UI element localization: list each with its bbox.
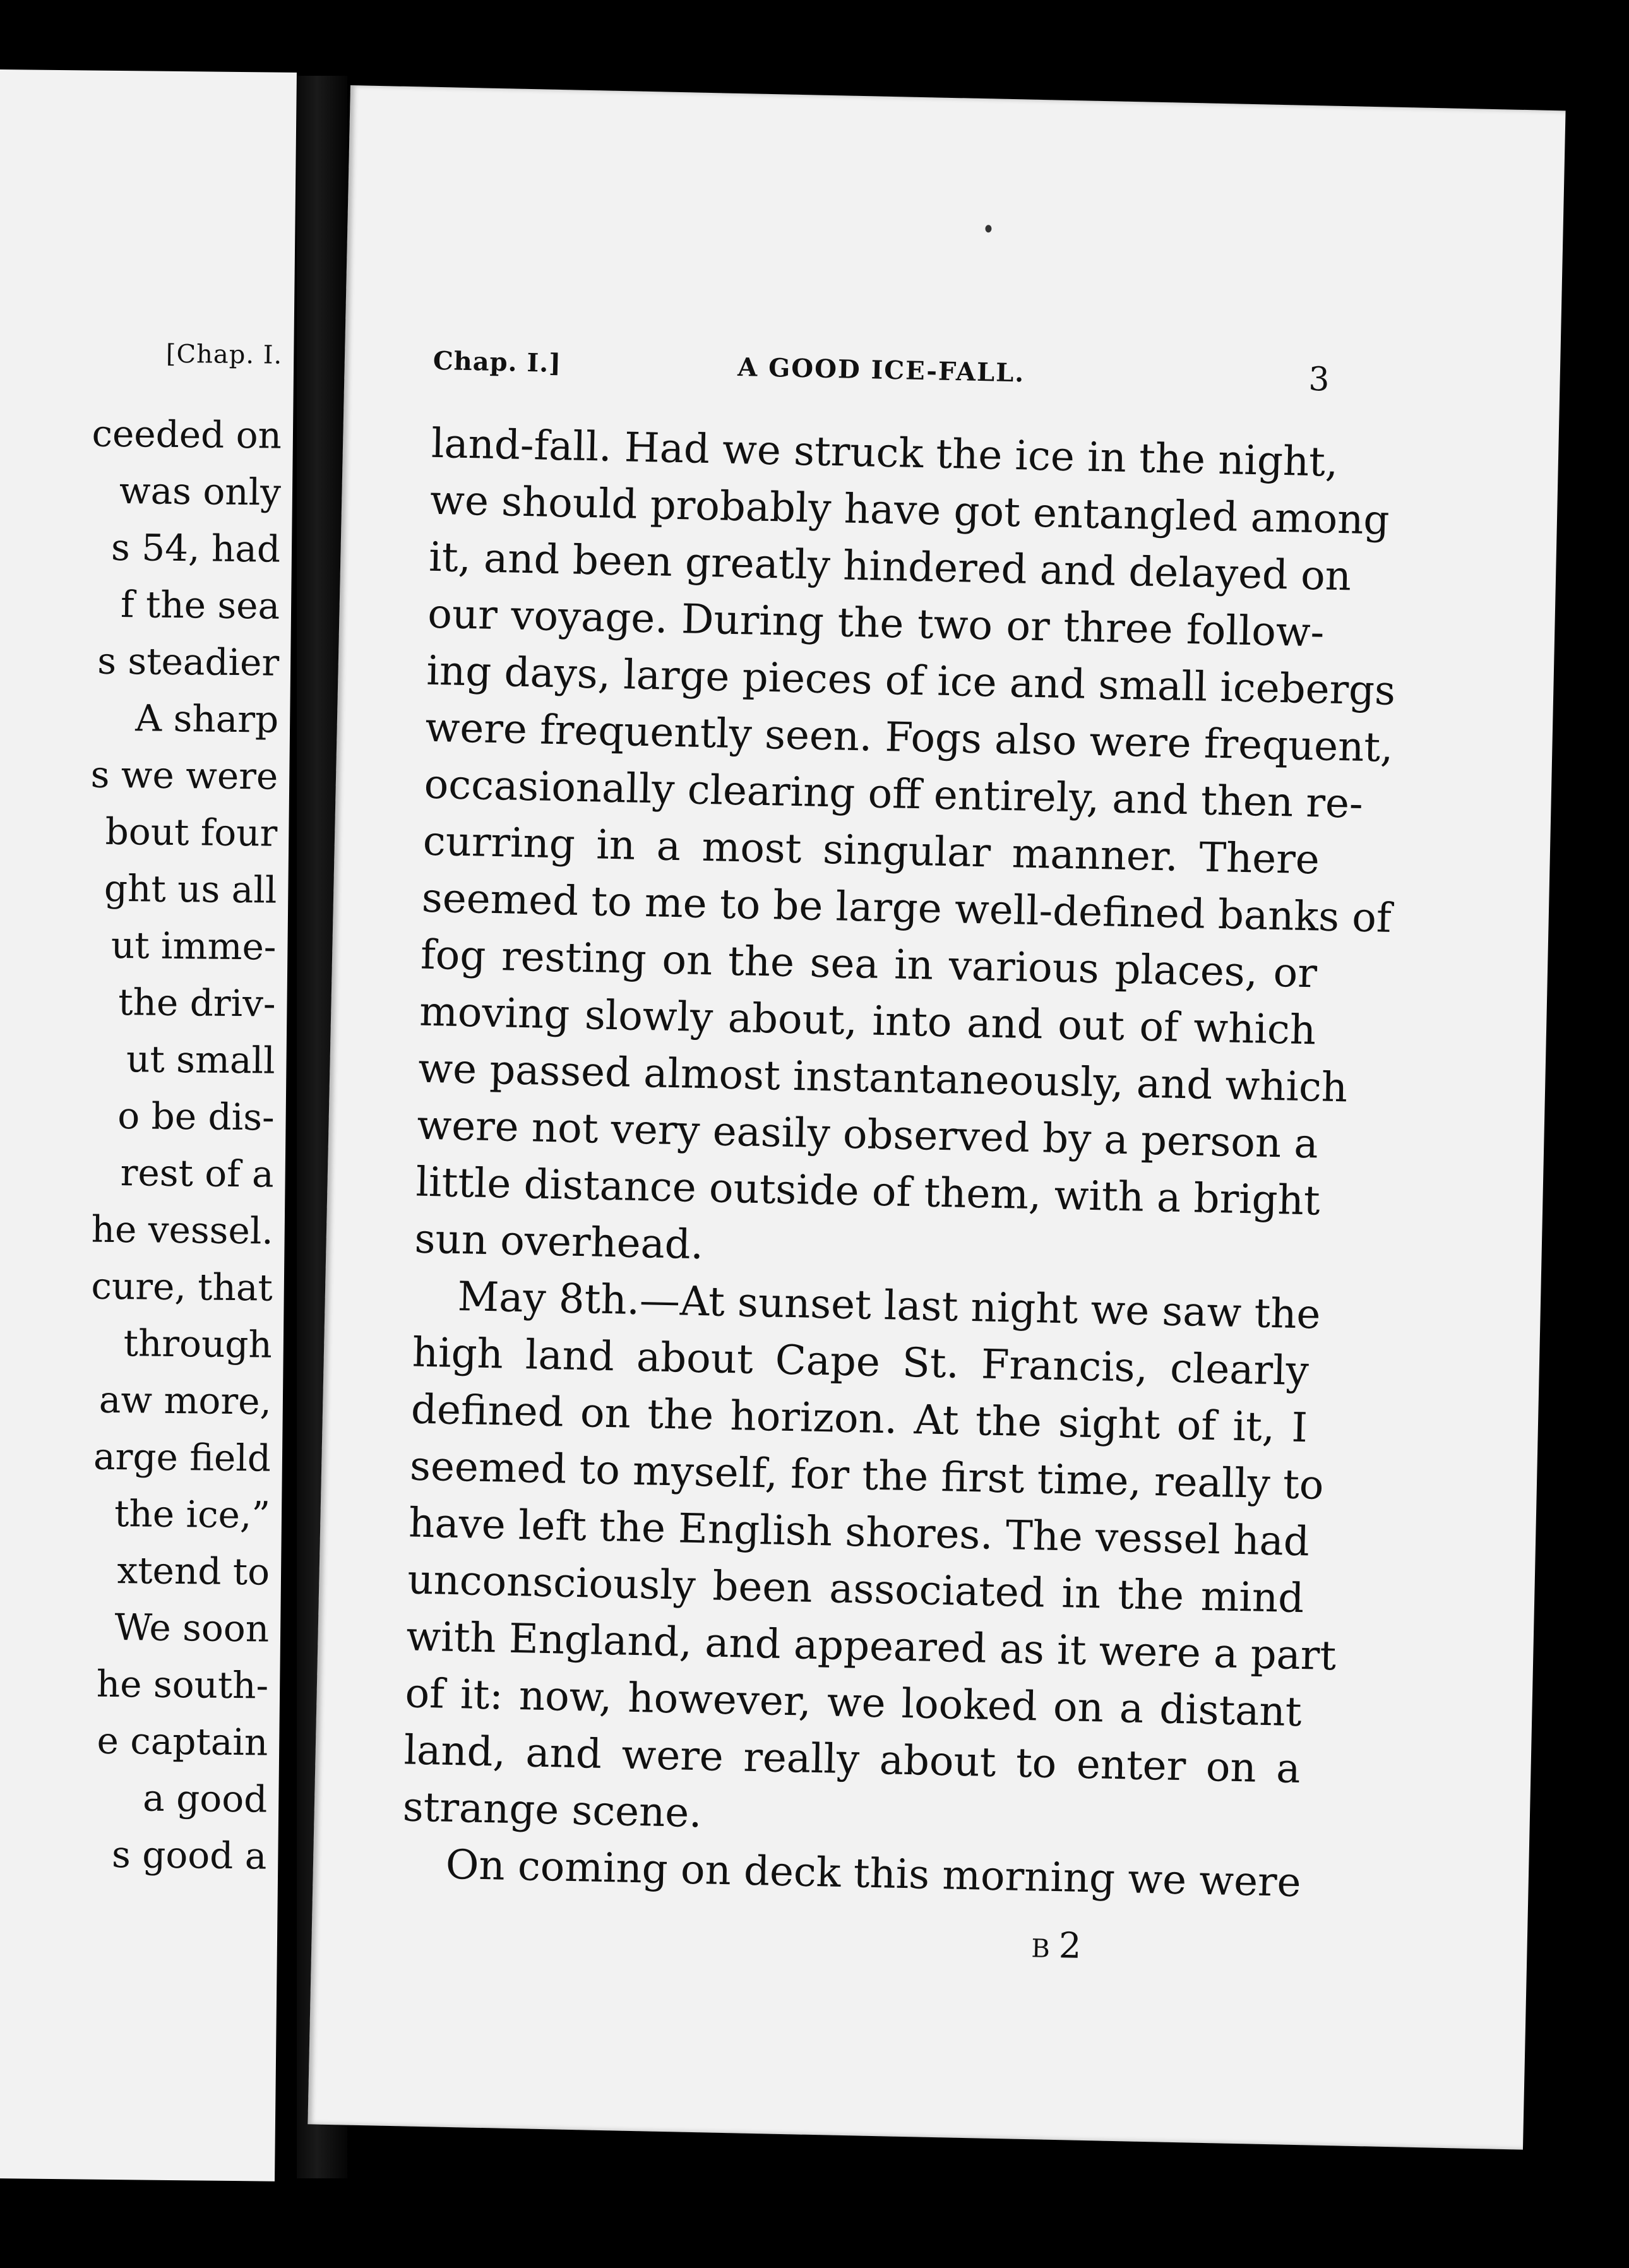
page-number: 3	[1308, 360, 1330, 399]
left-page-line: ut small	[126, 1037, 275, 1082]
left-page-line: e captain	[97, 1719, 268, 1764]
left-page-line: the driv-	[117, 981, 276, 1025]
running-head	[433, 346, 1330, 409]
left-page-line: ut imme-	[110, 923, 277, 969]
page-speck	[985, 225, 991, 232]
text-line: On coming on deck this morning we were	[445, 1841, 1302, 1907]
left-page-line: We soon	[114, 1606, 270, 1650]
corner-shadow	[1389, 2191, 1629, 2268]
left-page-line: he vessel.	[91, 1207, 274, 1253]
text-line: fog resting on the sea in various places, or	[420, 931, 1318, 998]
left-page-line: xtend to	[117, 1549, 270, 1594]
text-line: May 8th.—At sunset last night we saw the	[457, 1273, 1322, 1339]
signature-letter: B	[1030, 1934, 1052, 1964]
left-running-head: [Chap. I.	[165, 339, 283, 370]
running-head-title: A GOOD ICE-FALL.	[737, 352, 1025, 388]
left-page-line: a good	[142, 1776, 268, 1821]
text-line: curring in a most singular manner. There	[422, 818, 1320, 884]
text-line: we passed almost instantaneously, and which	[417, 1045, 1348, 1112]
text-line: little distance outside of them, with a bright	[415, 1159, 1321, 1225]
signature-mark	[1031, 1925, 1082, 1967]
text-line: with England, and appeared as it were a part	[405, 1613, 1337, 1680]
left-page-line: the ice,”	[114, 1492, 271, 1537]
text-line: it, and been greatly hindered and delayed on	[428, 534, 1352, 600]
body-text	[401, 415, 1396, 1911]
left-page-line: was only	[119, 469, 282, 514]
left-page-line: cure, that	[91, 1264, 273, 1310]
text-line: seemed to myself, for the first time, really to	[409, 1443, 1325, 1509]
text-line: seemed to me to be large well-defined banks of	[421, 874, 1392, 942]
left-page-line: rest of a	[120, 1151, 275, 1196]
text-line: strange scene.	[402, 1784, 703, 1837]
left-page-line: aw more,	[98, 1378, 272, 1423]
text-line: land-fall. Had we struck the ice in the night,	[431, 420, 1339, 486]
left-page-line: A sharp	[135, 696, 279, 741]
left-page-line: s 54, had	[110, 525, 281, 571]
left-page-line: s good a	[111, 1833, 267, 1878]
left-page-text	[77, 405, 282, 1885]
text-line: we should probably have got entangled among	[429, 477, 1390, 544]
text-line: have left the English shores. The vessel had	[408, 1500, 1310, 1566]
left-page-line: he south-	[96, 1662, 269, 1707]
text-line: ing days, large pieces of ice and small icebergs	[426, 647, 1396, 715]
text-line: moving slowly about, into and out of which	[419, 988, 1316, 1054]
text-line: defined on the horizon. At the sight of it, I	[410, 1386, 1308, 1452]
text-line: were not very easily observed by a person a	[416, 1102, 1319, 1168]
left-page-line: s steadier	[97, 639, 280, 684]
left-page	[0, 69, 297, 2181]
text-line: of it: now, however, we looked on a distant	[404, 1670, 1303, 1736]
text-line: land, and were really about to enter on a	[403, 1727, 1301, 1793]
left-page-line: s we were	[90, 753, 278, 798]
text-line: high land about Cape St. Francis, clearly	[412, 1329, 1310, 1395]
left-page-line: ceeded on	[92, 412, 282, 457]
left-page-line: o be dis-	[117, 1094, 275, 1139]
left-page-line: arge field	[93, 1435, 272, 1480]
signature-number: 2	[1058, 1925, 1082, 1967]
text-line: unconsciously been associated in the mind	[407, 1556, 1304, 1623]
right-page	[307, 85, 1565, 2150]
text-line: occasionally clearing off entirely, and then re-	[424, 761, 1364, 828]
text-line: sun overhead.	[414, 1215, 704, 1269]
text-line: our voyage. During the two or three follow-	[427, 590, 1325, 657]
left-page-line: ght us all	[104, 866, 277, 912]
paragraph	[402, 1268, 1337, 1855]
left-page-line: through	[123, 1322, 273, 1366]
running-head-chapter: Chap. I.]	[433, 345, 562, 379]
text-line: were frequently seen. Fogs also were frequent,	[424, 704, 1394, 772]
left-page-line: bout four	[105, 809, 278, 855]
paragraph	[414, 415, 1396, 1286]
left-page-line: f the sea	[120, 583, 280, 628]
